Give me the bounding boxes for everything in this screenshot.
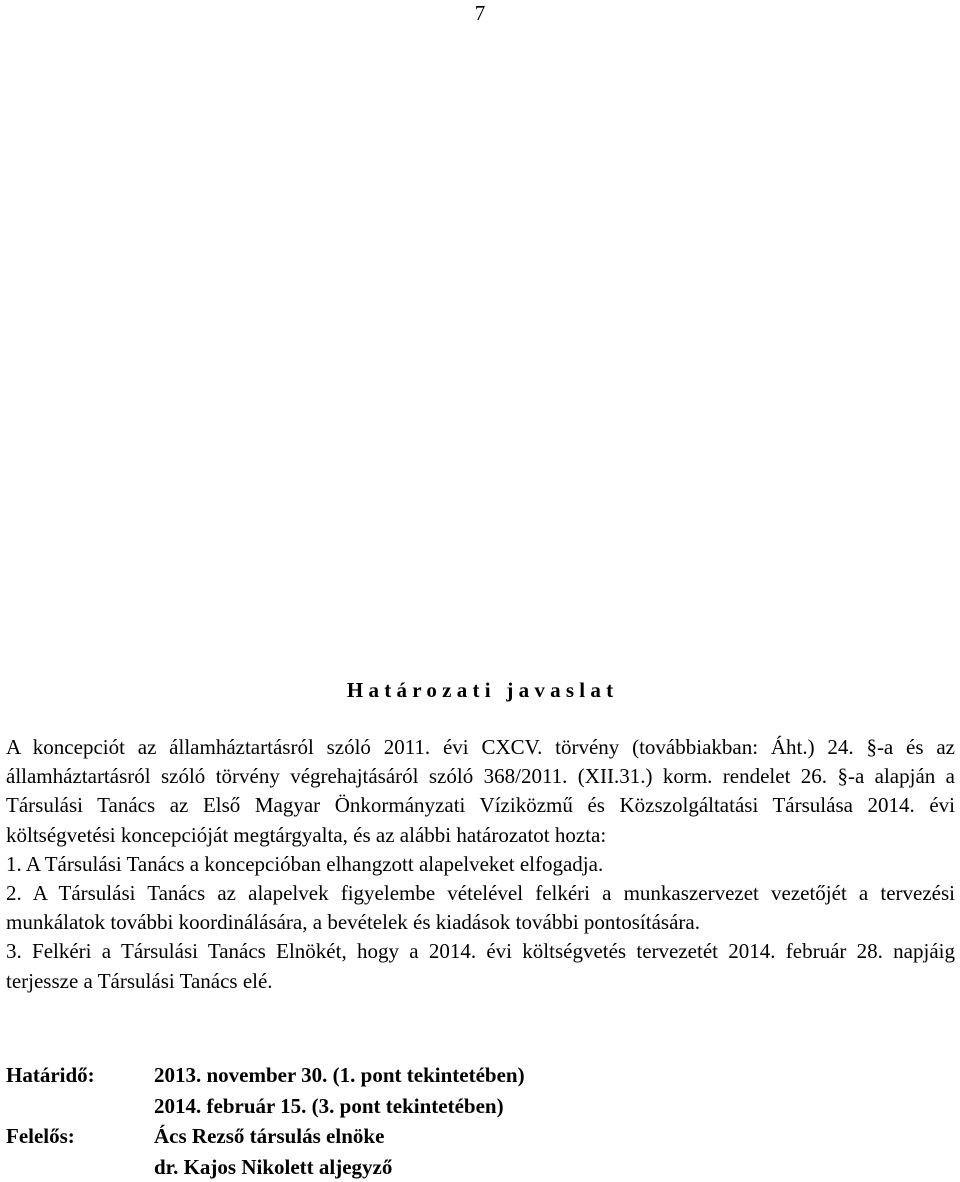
resolution-point-3: 3. Felkéri a Társulási Tanács Elnökét, hogy a 2014. évi költségvetés tervezetét 2014. február 28. napjáig terjessze a Társulási Tanács elé.	[6, 937, 955, 995]
deadline-value-1: 2013. november 30. (1. pont tekintetében)	[154, 1060, 946, 1091]
deadline-label: Határidő:	[6, 1060, 154, 1091]
document-title: H a t á r o z a t i j a v a s l a t	[0, 676, 960, 704]
resolution-point-2: 2. A Társulási Tanács az alapelvek figyelembe vételével felkéri a munkaszervezet vezetőjét a tervezési munkálatok további koordinálására, a bevételek és kiadások további pontosítására.	[6, 879, 955, 937]
responsible-row	[6, 1121, 946, 1152]
responsible-label: Felelős:	[6, 1121, 154, 1152]
resolution-point-1: 1. A Társulási Tanács a koncepcióban elhangzott alapelveket elfogadja.	[6, 850, 955, 879]
responsible-value-2: dr. Kajos Nikolett aljegyző	[154, 1152, 946, 1182]
resolution-body	[6, 733, 955, 996]
deadline-row	[6, 1060, 946, 1091]
intro-paragraph: A koncepciót az államháztartásról szóló 2011. évi CXCV. törvény (továbbiakban: Áht.) 24. §-a és az államháztartásról szóló törvény végrehajtásáról szóló 368/2011. (XII.31.) korm. rendelet 26. §-a alapján a Társulási Tanács az Első Magyar Önkormányzati Víziközmű és Közszolgáltatási Társulása 2014. évi költségvetési koncepcióját megtárgyalta, és az alábbi határozatot hozta:	[6, 733, 955, 850]
page-number: 7	[0, 0, 960, 26]
deadline-row-2	[6, 1091, 946, 1122]
responsible-value-1: Ács Rezső társulás elnöke	[154, 1121, 946, 1152]
deadline-value-2: 2014. február 15. (3. pont tekintetében)	[154, 1091, 946, 1122]
responsible-row-2	[6, 1152, 946, 1182]
responsibility-block	[6, 1060, 946, 1182]
